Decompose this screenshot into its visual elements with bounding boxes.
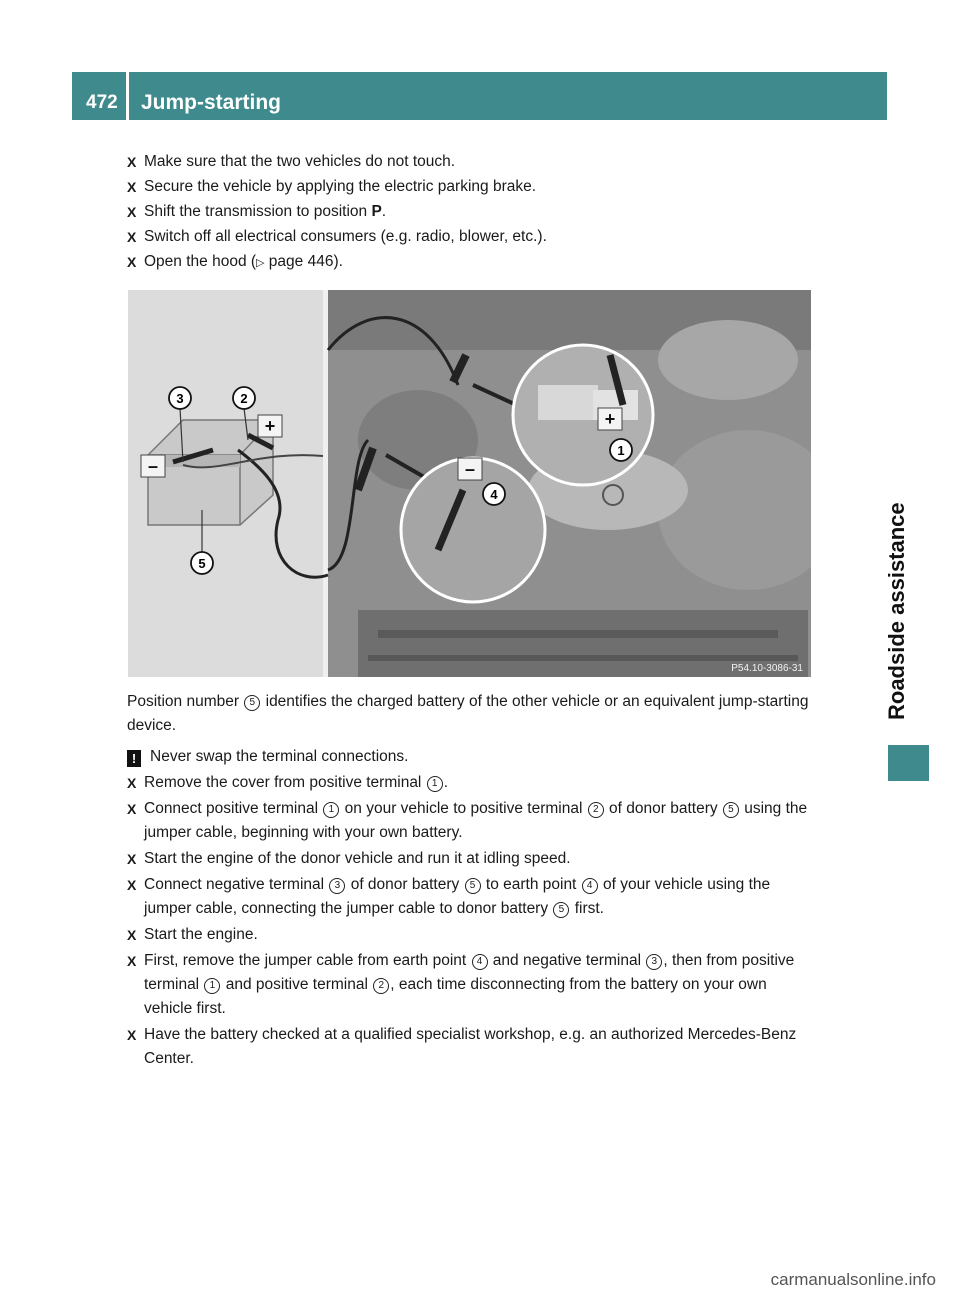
step-arrow-icon: X xyxy=(127,953,137,969)
callout-3 xyxy=(169,387,191,409)
step-arrow-icon: X xyxy=(127,927,137,943)
plus-sign: + xyxy=(264,416,276,436)
page-number: 472 xyxy=(86,92,118,113)
list-item: X Connect negative terminal 3 of donor battery 5 to earth point 4 of your vehicle using the jumper cable, connecting the jumper cable to donor battery 5 first. xyxy=(127,873,817,921)
list-item: X Open the hood (▷ page 446). xyxy=(127,250,817,275)
list-item: X Secure the vehicle by applying the electric parking brake. xyxy=(127,175,817,199)
section-tab-label: Roadside assistance xyxy=(884,502,909,720)
step-arrow-icon: X xyxy=(127,877,137,893)
steps-list xyxy=(127,771,817,1073)
svg-text:2: 2 xyxy=(240,391,248,406)
step-arrow-icon: X xyxy=(127,801,137,817)
minus-sign: – xyxy=(147,456,159,476)
warning-note: ! Never swap the terminal connections. xyxy=(127,745,817,769)
list-item: X Connect positive terminal 1 on your vehicle to positive terminal 2 of donor battery 5 using the jumper cable, beginning with your own battery. xyxy=(127,797,817,845)
gear-position: P xyxy=(371,203,382,220)
list-item: X Shift the transmission to position P. xyxy=(127,200,817,224)
step-arrow-icon: X xyxy=(127,154,137,170)
list-item: X Start the engine of the donor vehicle and run it at idling speed. xyxy=(127,847,817,871)
minus-sign: – xyxy=(464,459,476,479)
step-arrow-icon: X xyxy=(127,775,137,791)
svg-text:4: 4 xyxy=(490,487,498,502)
svg-text:3: 3 xyxy=(176,391,184,406)
jump-start-illustration xyxy=(128,290,811,677)
list-item: X Remove the cover from positive terminal 1 . xyxy=(127,771,817,795)
list-item: X Start the engine. xyxy=(127,923,817,947)
page-reference-icon: ▷ xyxy=(256,257,265,269)
pre-steps-list xyxy=(127,150,817,276)
list-item: X Have the battery checked at a qualified specialist workshop, e.g. an authorized Mercedes-Benz Center. xyxy=(127,1023,817,1071)
section-tab-marker xyxy=(888,745,929,781)
step-arrow-icon: X xyxy=(127,1027,137,1043)
callout-number: 5 xyxy=(244,695,260,711)
watermark: carmanualsonline.info xyxy=(770,1270,936,1289)
callout-4 xyxy=(483,483,505,505)
position-note: Position number 5 identifies the charged battery of the other vehicle or an equivalent jump-starting device. xyxy=(127,693,809,734)
svg-text:5: 5 xyxy=(198,556,206,571)
step-arrow-icon: X xyxy=(127,229,137,245)
svg-text:1: 1 xyxy=(617,443,625,458)
list-item: X Make sure that the two vehicles do not touch. xyxy=(127,150,817,174)
page-reference-link[interactable]: page 446). xyxy=(264,253,343,270)
step-arrow-icon: X xyxy=(127,254,137,270)
plus-sign: + xyxy=(604,409,616,429)
callout-1 xyxy=(610,439,632,461)
callout-2 xyxy=(233,387,255,409)
warning-icon: ! xyxy=(127,750,141,767)
header-divider xyxy=(126,72,129,120)
page-title: Jump-starting xyxy=(141,91,282,114)
step-arrow-icon: X xyxy=(127,851,137,867)
step-arrow-icon: X xyxy=(127,179,137,195)
callout-5 xyxy=(191,552,213,574)
figure-code: P54.10-3086-31 xyxy=(731,663,803,674)
list-item: X Switch off all electrical consumers (e.g. radio, blower, etc.). xyxy=(127,225,817,249)
step-arrow-icon: X xyxy=(127,204,137,220)
list-item: X First, remove the jumper cable from earth point 4 and negative terminal 3 , then from positive terminal 1 and positive terminal 2 , each time disconnecting from the battery on your own vehicle first. xyxy=(127,949,817,1021)
